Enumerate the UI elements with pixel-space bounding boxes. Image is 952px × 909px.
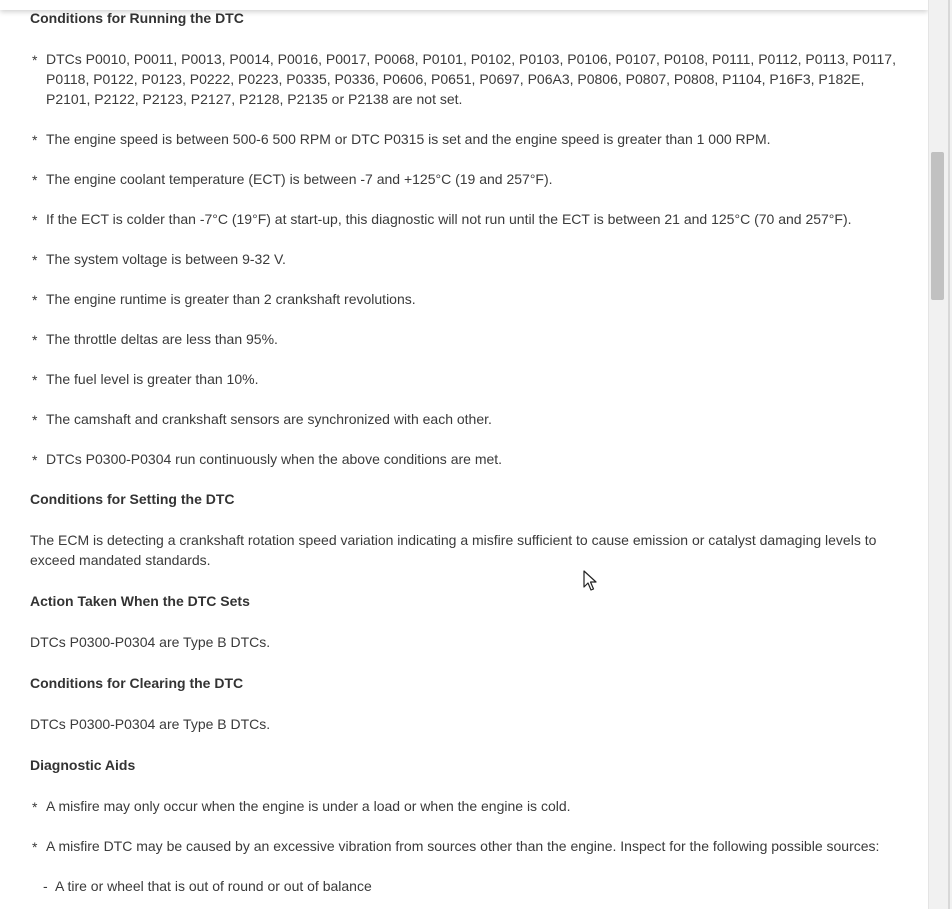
- list-item: * DTCs P0010, P0011, P0013, P0014, P0016, P0017, P0068, P0101, P0102, P0103, P0106, P0107, P0108, P0111, P0112, P0113, P0117, P0118, P0122, P0123, P0222, P0223, P0335, P0336, P0606, P0651, P0697, P06A3, P0806, P0807, P0808, P1104, P16F3, P182E, P2101, P2122, P2123, P2127, P2128, P2135 or P2138 are not set.: [32, 51, 896, 107]
- window-edge: [948, 0, 950, 909]
- sub-list-item: - A tire or wheel that is out of round or out of balance: [43, 878, 372, 894]
- section-heading-clearing: Conditions for Clearing the DTC: [30, 675, 244, 691]
- app-header: [0, 0, 928, 10]
- mouse-pointer-icon: [583, 570, 597, 592]
- list-item: * A misfire may only occur when the engine is under a load or when the engine is cold.: [32, 798, 571, 815]
- section-heading-running: Conditions for Running the DTC: [30, 10, 244, 26]
- section-paragraph: DTCs P0300-P0304 are Type B DTCs.: [30, 716, 271, 732]
- list-item: * The camshaft and crankshaft sensors are synchronized with each other.: [32, 411, 492, 428]
- list-item: * The fuel level is greater than 10%.: [32, 371, 259, 388]
- list-item: * The engine runtime is greater than 2 crankshaft revolutions.: [32, 291, 416, 308]
- vertical-scrollbar[interactable]: [928, 0, 952, 909]
- section-paragraph: The ECM is detecting a crankshaft rotation speed variation indicating a misfire sufficient to cause emission or catalyst damaging levels to exceed mandated standards.: [30, 532, 877, 568]
- section-heading-action: Action Taken When the DTC Sets: [30, 593, 250, 609]
- list-item: * DTCs P0300-P0304 run continuously when the above conditions are met.: [32, 451, 503, 468]
- search-icon[interactable]: [802, 0, 816, 8]
- list-item: * The engine coolant temperature (ECT) is between -7 and +125°C (19 and 257°F).: [32, 171, 553, 188]
- section-paragraph: DTCs P0300-P0304 are Type B DTCs.: [30, 634, 271, 650]
- scrollbar-thumb[interactable]: [931, 152, 944, 300]
- list-item: * The engine speed is between 500-6 500 RPM or DTC P0315 is set and the engine speed is greater than 1 000 RPM.: [32, 131, 771, 148]
- section-heading-diagnostic-aids: Diagnostic Aids: [30, 757, 136, 773]
- list-item: * A misfire DTC may be caused by an excessive vibration from sources other than the engine. Inspect for the following possible sources:: [32, 838, 880, 855]
- list-item: * The throttle deltas are less than 95%.: [32, 331, 278, 348]
- document-content: [30, 8, 902, 909]
- section-heading-setting: Conditions for Setting the DTC: [30, 491, 235, 507]
- list-item: * The system voltage is between 9-32 V.: [32, 251, 286, 268]
- list-item: * If the ECT is colder than -7°C (19°F) at start-up, this diagnostic will not run until the ECT is between 21 and 125°C (70 and 257°F).: [32, 211, 852, 228]
